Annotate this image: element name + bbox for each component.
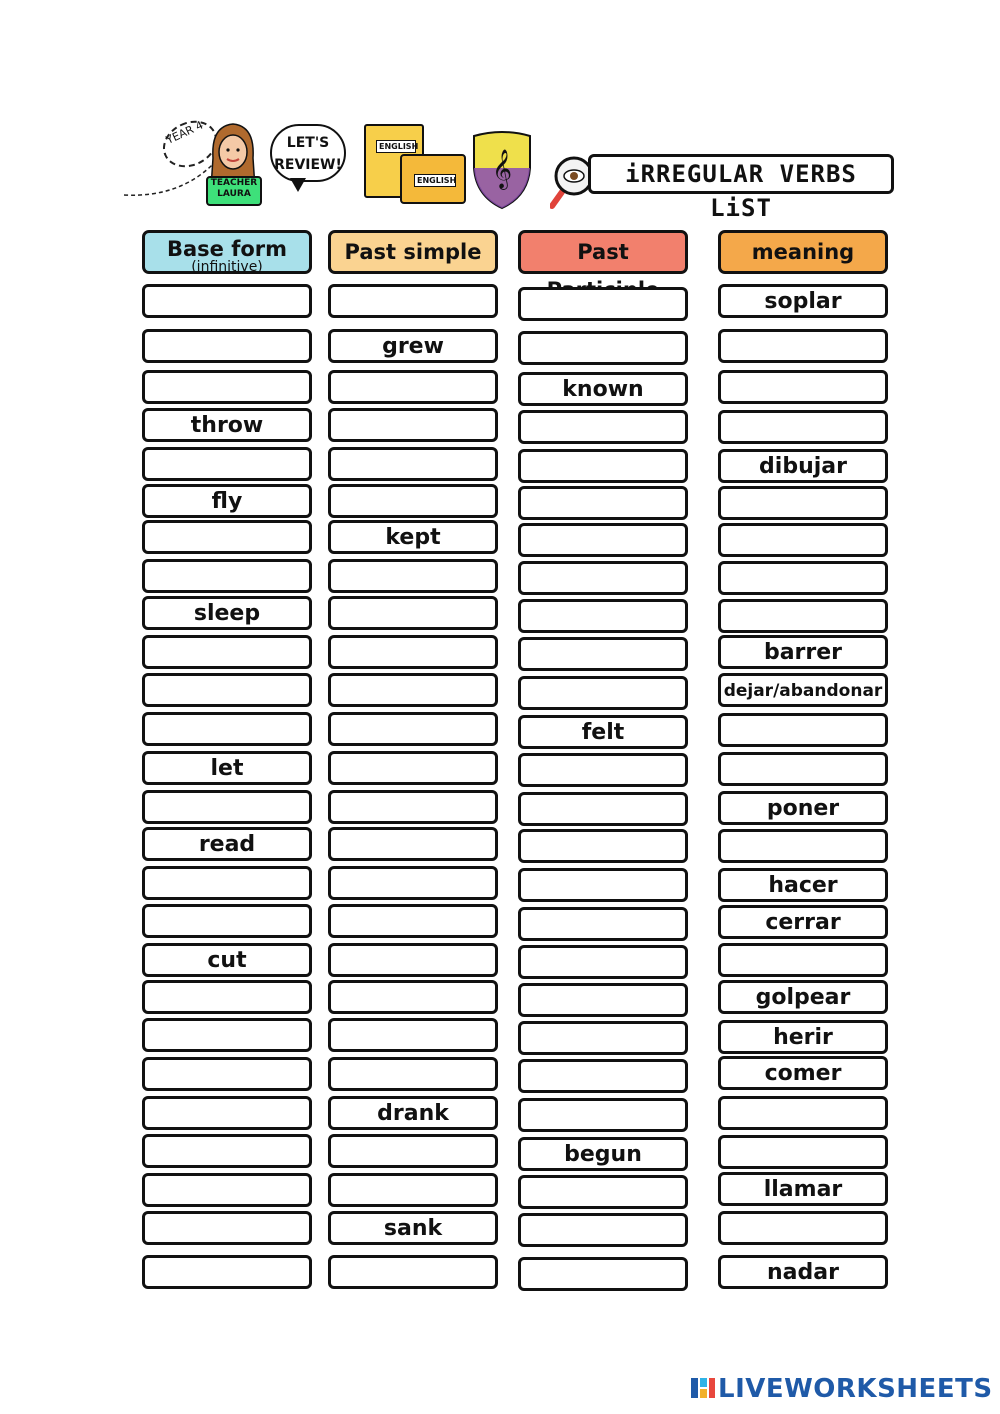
past-participle-header-title: Past	[577, 240, 629, 264]
past-participle-cell[interactable]	[518, 829, 688, 863]
past-participle-cell[interactable]: begun	[518, 1137, 688, 1171]
base-form-cell[interactable]	[142, 904, 312, 938]
meaning-cell[interactable]	[718, 752, 888, 786]
past-simple-cell[interactable]	[328, 904, 498, 938]
past-participle-cell[interactable]: felt	[518, 715, 688, 749]
meaning-header-title: meaning	[751, 240, 855, 264]
base-form-cell[interactable]: fly	[142, 484, 312, 518]
base-form-cell[interactable]	[142, 1173, 312, 1207]
past-participle-cell[interactable]	[518, 331, 688, 365]
base-form-cell[interactable]	[142, 1134, 312, 1168]
meaning-cell[interactable]: llamar	[718, 1172, 888, 1206]
past-simple-cell[interactable]	[328, 712, 498, 746]
past-simple-cell[interactable]	[328, 1173, 498, 1207]
base-form-cell[interactable]	[142, 866, 312, 900]
meaning-cell[interactable]: comer	[718, 1056, 888, 1090]
base-form-cell[interactable]: throw	[142, 408, 312, 442]
base-form-cell[interactable]	[142, 520, 312, 554]
past-participle-cell[interactable]	[518, 1098, 688, 1132]
meaning-header	[718, 230, 888, 274]
past-simple-cell[interactable]	[328, 447, 498, 481]
past-simple-cell[interactable]: kept	[328, 520, 498, 554]
base-form-cell[interactable]: let	[142, 751, 312, 785]
past-simple-cell[interactable]	[328, 1134, 498, 1168]
liveworksheets-logo[interactable]	[690, 1374, 993, 1404]
past-participle-cell[interactable]	[518, 287, 688, 321]
base-form-cell[interactable]	[142, 447, 312, 481]
base-form-cell[interactable]	[142, 790, 312, 824]
past-simple-cell[interactable]	[328, 790, 498, 824]
base-form-cell[interactable]	[142, 673, 312, 707]
base-form-cell[interactable]	[142, 284, 312, 318]
meaning-cell[interactable]: dibujar	[718, 449, 888, 483]
past-participle-cell[interactable]	[518, 486, 688, 520]
base-form-header	[142, 230, 312, 274]
meaning-cell[interactable]: herir	[718, 1020, 888, 1054]
past-participle-cell[interactable]	[518, 1021, 688, 1055]
base-form-cell[interactable]: read	[142, 827, 312, 861]
past-simple-cell[interactable]	[328, 673, 498, 707]
past-participle-cell[interactable]	[518, 676, 688, 710]
past-participle-cell[interactable]	[518, 410, 688, 444]
base-form-cell[interactable]	[142, 1211, 312, 1245]
past-participle-cell[interactable]	[518, 907, 688, 941]
base-form-cell[interactable]	[142, 1057, 312, 1091]
base-form-cell[interactable]	[142, 712, 312, 746]
meaning-cell[interactable]: soplar	[718, 284, 888, 318]
past-simple-cell[interactable]	[328, 866, 498, 900]
past-participle-cell[interactable]	[518, 1175, 688, 1209]
past-simple-cell[interactable]: drank	[328, 1096, 498, 1130]
folder-label: ENGLISH	[414, 174, 456, 187]
past-simple-cell[interactable]	[328, 827, 498, 861]
past-participle-cell[interactable]	[518, 945, 688, 979]
english-folder-icon	[400, 154, 466, 204]
past-simple-cell[interactable]	[328, 943, 498, 977]
past-simple-cell[interactable]	[328, 284, 498, 318]
meaning-cell[interactable]	[718, 370, 888, 404]
past-simple-cell[interactable]	[328, 370, 498, 404]
past-participle-cell[interactable]: known	[518, 372, 688, 406]
teacher-name-tag: TEACHER LAURA	[206, 176, 262, 206]
base-form-cell[interactable]	[142, 1096, 312, 1130]
past-participle-cell[interactable]	[518, 637, 688, 671]
liveworksheets-mark-icon	[690, 1376, 716, 1400]
base-form-cell[interactable]	[142, 1255, 312, 1289]
page-title: iRREGULAR VERBS LiST	[588, 154, 894, 194]
meaning-cell[interactable]	[718, 410, 888, 444]
past-participle-cell[interactable]	[518, 599, 688, 633]
meaning-cell[interactable]	[718, 1096, 888, 1130]
past-simple-cell[interactable]	[328, 408, 498, 442]
meaning-cell[interactable]	[718, 1211, 888, 1245]
meaning-cell[interactable]	[718, 561, 888, 595]
base-form-cell[interactable]: cut	[142, 943, 312, 977]
meaning-cell[interactable]	[718, 599, 888, 633]
past-participle-cell[interactable]	[518, 1059, 688, 1093]
meaning-cell[interactable]	[718, 829, 888, 863]
year-badge: YEAR 4	[155, 112, 224, 176]
past-simple-cell[interactable]	[328, 484, 498, 518]
meaning-cell[interactable]	[718, 486, 888, 520]
meaning-cell[interactable]	[718, 329, 888, 363]
meaning-cell[interactable]	[718, 1135, 888, 1169]
title-area	[550, 150, 900, 222]
past-participle-cell[interactable]	[518, 523, 688, 557]
base-form-header-title: Base form	[166, 237, 288, 261]
past-simple-cell[interactable]	[328, 751, 498, 785]
past-participle-cell[interactable]	[518, 753, 688, 787]
past-simple-cell[interactable]	[328, 980, 498, 1014]
base-form-cell[interactable]	[142, 635, 312, 669]
base-form-cell[interactable]: sleep	[142, 596, 312, 630]
meaning-cell[interactable]: barrer	[718, 635, 888, 669]
meaning-cell[interactable]: poner	[718, 791, 888, 825]
meaning-cell[interactable]: golpear	[718, 980, 888, 1014]
notebook-label: ENGLISH	[376, 140, 416, 153]
base-form-cell[interactable]	[142, 370, 312, 404]
past-participle-cell[interactable]	[518, 792, 688, 826]
past-simple-header	[328, 230, 498, 274]
past-simple-cell[interactable]	[328, 1255, 498, 1289]
worksheet-header	[110, 110, 910, 220]
base-form-header-subtitle: (infinitive)	[191, 259, 263, 275]
past-participle-cell[interactable]	[518, 1257, 688, 1291]
liveworksheets-brand-text: LIVEWORKSHEETS	[718, 1374, 993, 1404]
meaning-cell[interactable]: cerrar	[718, 905, 888, 939]
past-participle-cell[interactable]	[518, 561, 688, 595]
meaning-cell[interactable]	[718, 943, 888, 977]
meaning-cell[interactable]: nadar	[718, 1255, 888, 1289]
past-simple-cell[interactable]	[328, 635, 498, 669]
past-participle-cell[interactable]	[518, 983, 688, 1017]
past-participle-cell[interactable]	[518, 1213, 688, 1247]
meaning-cell[interactable]	[718, 713, 888, 747]
school-shield-icon	[470, 128, 534, 210]
svg-text:𝄞: 𝄞	[491, 149, 513, 189]
past-simple-header-title: Past simple	[344, 240, 482, 264]
base-form-cell[interactable]	[142, 980, 312, 1014]
past-participle-header	[518, 230, 688, 274]
past-simple-cell[interactable]	[328, 596, 498, 630]
past-simple-cell[interactable]	[328, 559, 498, 593]
past-participle-cell[interactable]	[518, 449, 688, 483]
bubble-tail	[290, 178, 306, 192]
meaning-cell[interactable]	[718, 523, 888, 557]
past-simple-cell[interactable]	[328, 1057, 498, 1091]
base-form-cell[interactable]	[142, 1018, 312, 1052]
lets-review-bubble: LET'S REVIEW!	[270, 124, 346, 182]
past-simple-cell[interactable]: sank	[328, 1211, 498, 1245]
past-simple-cell[interactable]: grew	[328, 329, 498, 363]
past-participle-cell[interactable]	[518, 868, 688, 902]
meaning-cell[interactable]: dejar/abandonar	[718, 673, 888, 707]
past-simple-cell[interactable]	[328, 1018, 498, 1052]
meaning-cell[interactable]: hacer	[718, 868, 888, 902]
base-form-cell[interactable]	[142, 559, 312, 593]
base-form-cell[interactable]	[142, 329, 312, 363]
